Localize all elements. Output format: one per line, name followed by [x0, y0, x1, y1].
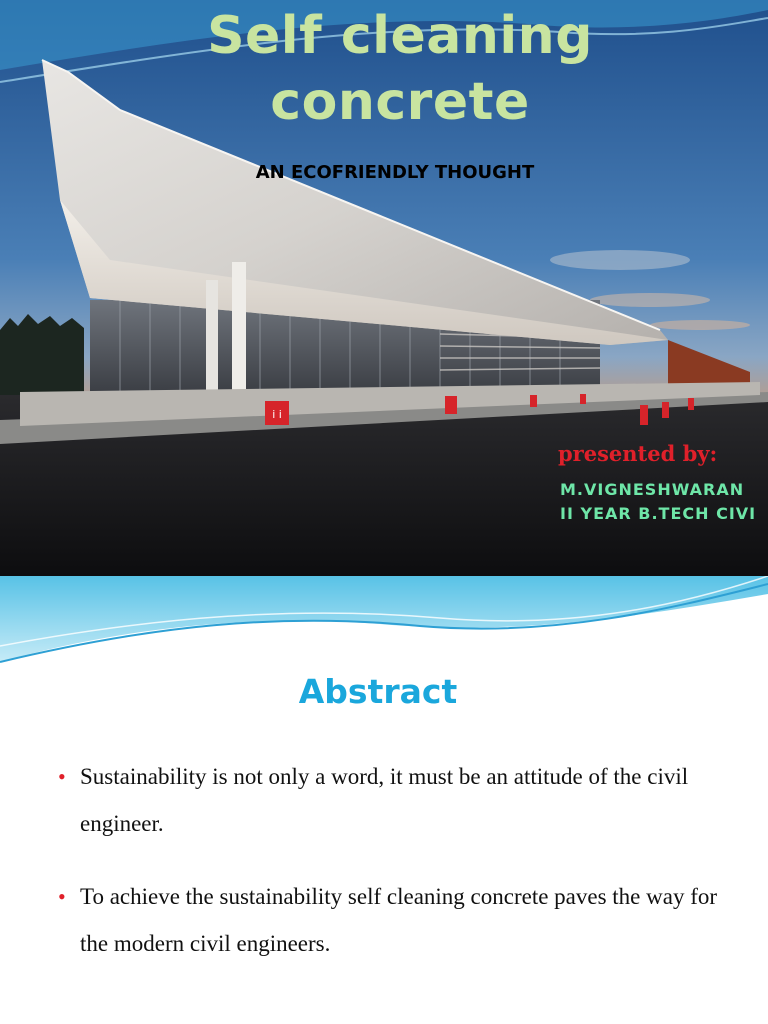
bullet-item: [58, 873, 738, 967]
slide-title-line-1: Self cleaning: [207, 6, 593, 66]
slide-subtitle: AN ECOFRIENDLY THOUGHT: [255, 162, 535, 183]
presenter-year: II YEAR B.TECH CIVI: [560, 504, 757, 523]
bullet-item: [58, 753, 738, 847]
bullet-text: Sustainability is not only a word, it must be an attitude of the civil engineer.: [80, 764, 689, 836]
slide-title-line-2: concrete: [270, 72, 530, 132]
sign-label: ⅰ ⅰ: [272, 408, 282, 421]
abstract-slide: [0, 576, 768, 1024]
abstract-heading: Abstract: [298, 672, 458, 711]
presented-by-label: presented by:: [558, 441, 718, 466]
bullet-dot-icon: •: [58, 764, 66, 789]
presenter-name: M.VIGNESHWARAN: [560, 480, 745, 499]
bullet-text: To achieve the sustainability self cleaning concrete paves the way for the modern civil engineers.: [80, 884, 718, 956]
bullet-dot-icon: •: [58, 884, 66, 909]
wave-header-decoration: [0, 576, 768, 686]
